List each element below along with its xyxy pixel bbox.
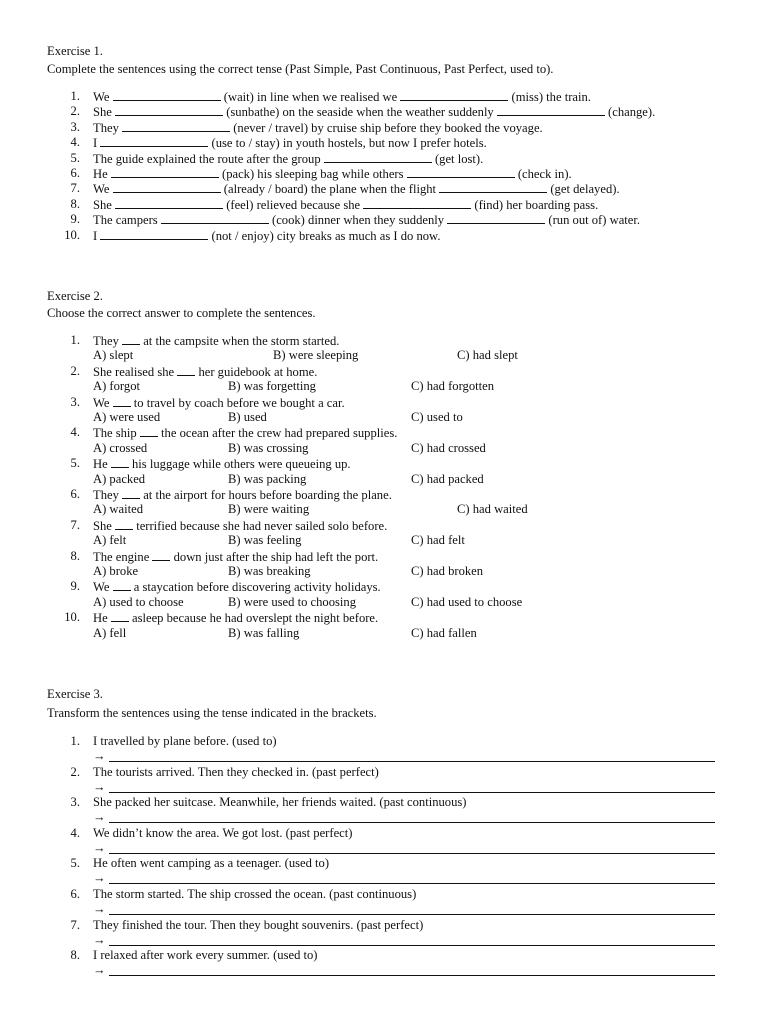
ex1-item (0, 181, 768, 196)
item-number: 7. (70, 917, 80, 932)
sentence-part: The ship (93, 426, 137, 441)
item-text (93, 579, 381, 595)
item-text (93, 89, 591, 105)
question-line (0, 395, 768, 410)
answer-blank[interactable] (363, 197, 471, 209)
item-text: He often went camping as a teenager. (used to) (93, 856, 330, 871)
item-text (93, 364, 317, 380)
arrow-icon: → (93, 779, 106, 794)
option-c[interactable]: C) had waited (457, 502, 528, 517)
exercise-2-instruction: Choose the correct answer to complete the sentences. (47, 306, 316, 320)
question-line (0, 765, 768, 780)
sentence-part: her guidebook at home. (198, 364, 318, 379)
item-text: The tourists arrived. Then they checked in. (past perfect) (93, 764, 379, 779)
answer-blank[interactable] (497, 104, 605, 116)
item-number: 6. (70, 486, 80, 501)
item-number: 4. (70, 135, 80, 150)
option-b[interactable]: B) used (228, 409, 267, 424)
answer-blank[interactable] (122, 333, 140, 345)
ex2-item (0, 333, 768, 364)
sentence-part: He (93, 457, 108, 472)
sentence-part: The campers (93, 213, 158, 228)
answer-blank[interactable] (177, 364, 195, 376)
sentence-part: (cook) dinner when they suddenly (272, 213, 445, 228)
question-line (0, 333, 768, 348)
ex3-item (0, 887, 768, 918)
question-line (0, 487, 768, 502)
question-line (0, 795, 768, 810)
item-text: I relaxed after work every summer. (used to) (93, 948, 318, 963)
item-text: They finished the tour. Then they bought souvenirs. (past perfect) (93, 917, 424, 932)
answer-options (0, 564, 768, 579)
ex1-item (0, 197, 768, 212)
option-c[interactable]: C) had used to choose (411, 594, 523, 609)
answer-options (0, 626, 768, 641)
ex3-item (0, 856, 768, 887)
sentence-part: We (93, 580, 110, 595)
sentence-part: I (93, 228, 98, 243)
ex1-item (0, 166, 768, 181)
answer-blank[interactable] (111, 166, 219, 178)
option-a[interactable]: A) were used (93, 409, 161, 424)
exercise-3-instruction: Transform the sentences using the tense indicated in the brackets. (47, 706, 377, 720)
question-line (0, 856, 768, 871)
option-b[interactable]: B) were waiting (228, 502, 310, 517)
option-c[interactable]: C) had broken (411, 563, 484, 578)
ex2-item (0, 518, 768, 549)
arrow-icon: → (93, 840, 106, 855)
item-number: 1. (70, 333, 80, 347)
sentence-part: (get delayed). (550, 182, 620, 197)
option-a[interactable]: A) fell (93, 625, 127, 640)
item-text (93, 181, 620, 197)
arrow-icon: → (93, 932, 106, 947)
sentence-part: (change). (608, 105, 656, 120)
sentence-part: to travel by coach before we bought a car. (133, 395, 345, 410)
option-b[interactable]: B) were sleeping (273, 348, 359, 363)
question-line (0, 549, 768, 564)
answer-blank[interactable] (324, 151, 432, 163)
answer-line[interactable] (109, 822, 715, 823)
item-number: 3. (70, 795, 80, 810)
sentence-part: (use to / stay) in youth hostels, but now I prefer hotels. (211, 136, 487, 151)
item-number: 1. (70, 734, 80, 748)
option-c[interactable]: C) had felt (411, 533, 465, 548)
item-number: 6. (70, 165, 80, 180)
question-line (0, 948, 768, 963)
sentence-part: I (93, 136, 98, 151)
answer-options (0, 472, 768, 487)
sentence-part: asleep because he had overslept the night before. (132, 611, 379, 626)
answer-blank[interactable] (122, 487, 140, 499)
ex2-item (0, 425, 768, 456)
item-number: 5. (70, 856, 80, 871)
item-text (93, 104, 655, 120)
answer-line-row (93, 933, 715, 948)
sentence-part: his luggage while others were queueing up. (132, 457, 351, 472)
ex3-item (0, 734, 768, 765)
sentence-part: a staycation before discovering activity holidays. (133, 580, 381, 595)
option-b[interactable]: B) was breaking (228, 563, 311, 578)
sentence-part: (check in). (517, 166, 572, 181)
sentence-part: terrified because she had never sailed solo before. (136, 518, 388, 533)
answer-line-row (93, 749, 715, 764)
ex3-item (0, 948, 768, 979)
question-line (0, 579, 768, 594)
sentence-part: We (93, 395, 110, 410)
answer-blank[interactable] (115, 104, 223, 116)
sentence-part: He (93, 166, 108, 181)
answer-options (0, 348, 768, 363)
sentence-part: down just after the ship had left the port. (173, 549, 379, 564)
answer-blank[interactable] (113, 181, 221, 193)
sentence-part: (never / travel) by cruise ship before they booked the voyage. (233, 120, 543, 135)
option-a[interactable]: A) packed (93, 471, 146, 486)
ex2-item (0, 487, 768, 518)
sentence-part: The guide explained the route after the group (93, 151, 321, 166)
option-a[interactable]: A) felt (93, 533, 127, 548)
question-line (0, 610, 768, 625)
ex1-item (0, 135, 768, 150)
item-number: 7. (70, 517, 80, 532)
option-a[interactable]: A) crossed (93, 440, 148, 455)
item-text (93, 425, 397, 441)
sentence-part: the ocean after the crew had prepared supplies. (161, 426, 398, 441)
option-b[interactable]: B) was forgetting (228, 379, 316, 394)
sentence-part: (feel) relieved because she (226, 197, 361, 212)
answer-blank[interactable] (115, 197, 223, 209)
item-text (93, 456, 351, 472)
item-number: 5. (70, 150, 80, 165)
option-b[interactable]: B) was feeling (228, 533, 302, 548)
item-number: 8. (70, 548, 80, 563)
ex1-item (0, 151, 768, 166)
option-c[interactable]: C) had packed (411, 471, 484, 486)
sentence-part: They (93, 487, 119, 502)
answer-blank[interactable] (113, 89, 221, 101)
sentence-part: at the campsite when the storm started. (143, 334, 340, 348)
ex1-item (0, 228, 768, 243)
ex2-item (0, 610, 768, 641)
answer-line-row (93, 902, 715, 917)
answer-blank[interactable] (111, 456, 129, 468)
question-line (0, 887, 768, 902)
sentence-part: (sunbathe) on the seaside when the weather suddenly (226, 105, 494, 120)
exercise-2-list (0, 333, 768, 641)
question-line (0, 364, 768, 379)
sentence-part: She realised she (93, 364, 175, 379)
answer-options (0, 502, 768, 517)
question-line (0, 826, 768, 841)
item-number: 2. (70, 363, 80, 378)
item-number: 10. (64, 610, 80, 625)
answer-options (0, 410, 768, 425)
answer-blank[interactable] (122, 120, 230, 132)
answer-blank[interactable] (152, 549, 170, 561)
item-text (93, 333, 339, 349)
question-line (0, 456, 768, 471)
item-number: 2. (70, 104, 80, 119)
item-number: 6. (70, 886, 80, 901)
arrow-icon: → (93, 749, 106, 763)
item-text (93, 228, 440, 244)
question-line (0, 425, 768, 440)
item-number: 9. (70, 579, 80, 594)
item-number: 8. (70, 948, 80, 963)
answer-blank[interactable] (140, 425, 158, 437)
item-text (93, 135, 487, 151)
answer-options (0, 595, 768, 610)
ex3-item (0, 826, 768, 857)
option-a[interactable]: A) forgot (93, 379, 140, 394)
ex2-item (0, 549, 768, 580)
question-line (0, 918, 768, 933)
exercise-1-list (0, 89, 768, 243)
item-text: We didn’t know the area. We got lost. (past perfect) (93, 825, 353, 840)
option-c[interactable]: C) had fallen (411, 625, 477, 640)
answer-options (0, 441, 768, 456)
option-b[interactable]: B) was packing (228, 471, 307, 486)
answer-blank[interactable] (161, 212, 269, 224)
answer-blank[interactable] (111, 610, 129, 622)
arrow-icon: → (93, 871, 106, 886)
answer-options (0, 379, 768, 394)
answer-line[interactable] (109, 853, 715, 854)
answer-blank[interactable] (447, 212, 545, 224)
answer-blank[interactable] (113, 579, 131, 591)
answer-line[interactable] (109, 883, 715, 884)
sentence-part: She (93, 105, 112, 120)
option-c[interactable]: C) had crossed (411, 440, 486, 455)
sentence-part: (wait) in line when we realised we (223, 90, 398, 104)
item-text: I travelled by plane before. (used to) (93, 734, 277, 748)
sentence-part: at the airport for hours before boarding the plane. (143, 487, 392, 502)
item-text (93, 120, 543, 136)
item-number: 1. (70, 89, 80, 103)
ex2-item (0, 579, 768, 610)
item-text (93, 395, 345, 411)
sentence-part: We (93, 182, 110, 197)
sentence-part: He (93, 611, 108, 626)
item-number: 5. (70, 456, 80, 471)
question-line (0, 518, 768, 533)
ex2-item (0, 395, 768, 426)
sentence-part: (run out of) water. (548, 213, 641, 228)
answer-blank[interactable] (113, 395, 131, 407)
ex3-item (0, 918, 768, 949)
ex1-item (0, 104, 768, 119)
answer-line[interactable] (109, 945, 715, 946)
item-number: 3. (70, 394, 80, 409)
item-number: 4. (70, 825, 80, 840)
option-b[interactable]: B) were used to choosing (228, 594, 357, 609)
answer-line[interactable] (109, 792, 715, 793)
ex3-item (0, 765, 768, 796)
item-number: 10. (64, 227, 80, 242)
item-text (93, 166, 572, 182)
option-a[interactable]: A) slept (93, 348, 134, 363)
option-c[interactable]: C) had forgotten (411, 379, 495, 394)
exercise-1-instruction: Complete the sentences using the correct tense (Past Simple, Past Continuous, Past Perfect, used to). (47, 62, 554, 76)
sentence-part: She (93, 518, 112, 533)
arrow-icon: → (93, 963, 106, 978)
sentence-part: (get lost). (434, 151, 484, 166)
item-text (93, 197, 598, 213)
item-text (93, 212, 640, 228)
sentence-part: She (93, 197, 112, 212)
item-number: 9. (70, 212, 80, 227)
item-number: 2. (70, 764, 80, 779)
answer-line-row (93, 841, 715, 856)
sentence-part: (not / enjoy) city breaks as much as I do now. (211, 228, 441, 243)
ex2-item (0, 456, 768, 487)
ex1-item (0, 212, 768, 227)
answer-line-row (93, 963, 715, 978)
answer-blank[interactable] (439, 181, 547, 193)
ex2-item (0, 364, 768, 395)
item-number: 3. (70, 119, 80, 134)
option-b[interactable]: B) was crossing (228, 440, 309, 455)
sentence-part: They (93, 120, 119, 135)
sentence-part: (already / board) the plane when the flight (223, 182, 437, 197)
answer-line[interactable] (109, 761, 715, 762)
sentence-part: They (93, 334, 119, 348)
item-number: 4. (70, 425, 80, 440)
answer-line-row (93, 780, 715, 795)
arrow-icon: → (93, 901, 106, 916)
item-text (93, 610, 378, 626)
item-number: 7. (70, 181, 80, 196)
ex1-item (0, 89, 768, 104)
sentence-part: (find) her boarding pass. (474, 197, 599, 212)
ex1-item (0, 120, 768, 135)
option-b[interactable]: B) was falling (228, 625, 300, 640)
question-line (0, 734, 768, 749)
arrow-icon: → (93, 810, 106, 825)
answer-line[interactable] (109, 914, 715, 915)
answer-blank[interactable] (100, 228, 208, 240)
answer-blank[interactable] (407, 166, 515, 178)
answer-line-row (93, 871, 715, 886)
option-a[interactable]: A) broke (93, 563, 139, 578)
answer-blank[interactable] (115, 518, 133, 530)
item-text (93, 549, 378, 565)
sentence-part: (pack) his sleeping bag while others (222, 166, 404, 181)
exercise-2-title: Exercise 2. (47, 289, 103, 303)
sentence-part: We (93, 90, 110, 104)
exercise-1-title: Exercise 1. (47, 44, 103, 58)
option-a[interactable]: A) waited (93, 502, 144, 517)
item-text: The storm started. The ship crossed the ocean. (past continuous) (93, 886, 417, 901)
answer-blank[interactable] (400, 89, 508, 101)
exercise-3-list (0, 734, 768, 979)
answer-options (0, 533, 768, 548)
answer-line-row (93, 810, 715, 825)
sentence-part: (miss) the train. (511, 90, 591, 104)
answer-line[interactable] (109, 975, 715, 976)
item-text: She packed her suitcase. Meanwhile, her friends waited. (past continuous) (93, 795, 467, 810)
ex3-item (0, 795, 768, 826)
item-text (93, 518, 387, 534)
item-text (93, 151, 483, 167)
answer-blank[interactable] (100, 135, 208, 147)
item-text (93, 487, 392, 503)
option-a[interactable]: A) used to choose (93, 594, 184, 609)
sentence-part: The engine (93, 549, 150, 564)
option-c[interactable]: C) had slept (457, 348, 518, 363)
item-number: 8. (70, 196, 80, 211)
option-c[interactable]: C) used to (411, 409, 463, 424)
exercise-3-title: Exercise 3. (47, 687, 103, 701)
